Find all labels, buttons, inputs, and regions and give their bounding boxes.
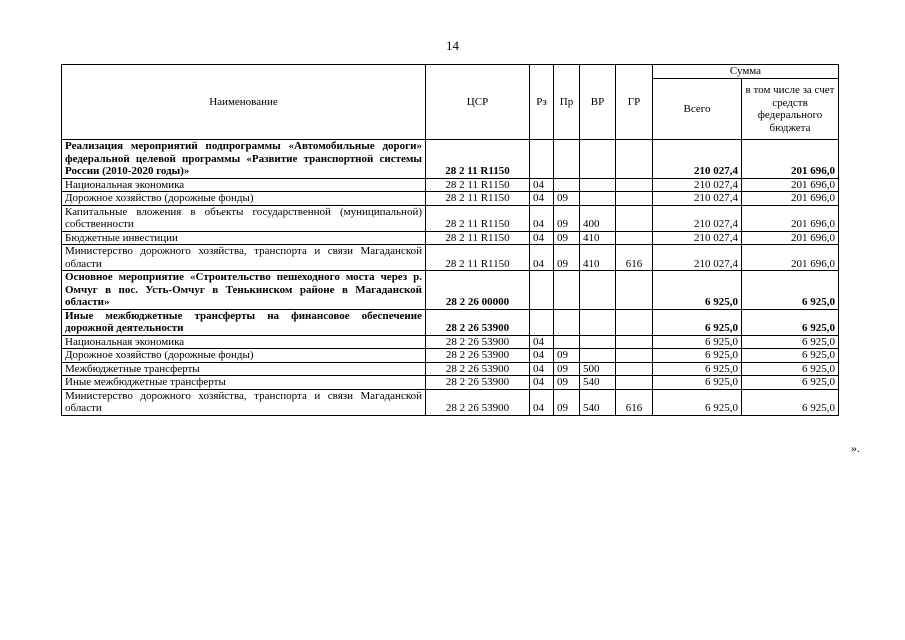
header-csr: ЦСР bbox=[426, 65, 530, 140]
csr-cell: 28 2 11 R1150 bbox=[426, 178, 530, 192]
table-row bbox=[62, 309, 839, 335]
header-sum: Сумма bbox=[653, 65, 839, 79]
vr-cell: 500 bbox=[580, 362, 616, 376]
pr-cell bbox=[554, 335, 580, 349]
name-cell: Национальная экономика bbox=[62, 335, 426, 349]
table-row bbox=[62, 231, 839, 245]
federal-cell: 6 925,0 bbox=[742, 349, 839, 363]
csr-cell: 28 2 26 00000 bbox=[426, 271, 530, 310]
table-row bbox=[62, 205, 839, 231]
pr-cell: 09 bbox=[554, 192, 580, 206]
table-row bbox=[62, 335, 839, 349]
table-row bbox=[62, 245, 839, 271]
vr-cell: 540 bbox=[580, 389, 616, 415]
table-row bbox=[62, 389, 839, 415]
federal-cell: 6 925,0 bbox=[742, 362, 839, 376]
gr-cell bbox=[616, 349, 653, 363]
name-cell: Основное мероприятие «Строительство пешеходного моста через р. Омчуг в пос. Усть-Омчуг в Тенькинском районе в Магаданской области» bbox=[62, 271, 426, 310]
total-cell: 6 925,0 bbox=[653, 309, 742, 335]
header-name: Наименование bbox=[62, 65, 426, 140]
header-gr: ГР bbox=[616, 65, 653, 140]
pr-cell bbox=[554, 140, 580, 179]
closing-mark: ». bbox=[851, 441, 860, 455]
csr-cell: 28 2 11 R1150 bbox=[426, 245, 530, 271]
federal-cell: 201 696,0 bbox=[742, 140, 839, 179]
total-cell: 6 925,0 bbox=[653, 376, 742, 390]
header-pr: Пр bbox=[554, 65, 580, 140]
name-cell: Дорожное хозяйство (дорожные фонды) bbox=[62, 192, 426, 206]
gr-cell bbox=[616, 309, 653, 335]
federal-cell: 201 696,0 bbox=[742, 178, 839, 192]
federal-cell: 201 696,0 bbox=[742, 205, 839, 231]
table-row bbox=[62, 349, 839, 363]
rz-cell: 04 bbox=[530, 231, 554, 245]
name-cell: Межбюджетные трансферты bbox=[62, 362, 426, 376]
name-cell: Иные межбюджетные трансферты bbox=[62, 376, 426, 390]
total-cell: 210 027,4 bbox=[653, 140, 742, 179]
vr-cell bbox=[580, 335, 616, 349]
gr-cell bbox=[616, 335, 653, 349]
vr-cell bbox=[580, 349, 616, 363]
federal-cell: 201 696,0 bbox=[742, 231, 839, 245]
federal-cell: 6 925,0 bbox=[742, 271, 839, 310]
gr-cell bbox=[616, 362, 653, 376]
csr-cell: 28 2 26 53900 bbox=[426, 349, 530, 363]
csr-cell: 28 2 11 R1150 bbox=[426, 192, 530, 206]
table-row bbox=[62, 271, 839, 310]
vr-cell: 410 bbox=[580, 245, 616, 271]
name-cell: Иные межбюджетные трансферты на финансовое обеспечение дорожной деятельности bbox=[62, 309, 426, 335]
pr-cell: 09 bbox=[554, 362, 580, 376]
total-cell: 210 027,4 bbox=[653, 192, 742, 206]
csr-cell: 28 2 26 53900 bbox=[426, 389, 530, 415]
total-cell: 210 027,4 bbox=[653, 178, 742, 192]
federal-cell: 6 925,0 bbox=[742, 309, 839, 335]
federal-cell: 6 925,0 bbox=[742, 389, 839, 415]
table-row bbox=[62, 362, 839, 376]
vr-cell bbox=[580, 140, 616, 179]
table-body bbox=[62, 140, 839, 416]
pr-cell bbox=[554, 309, 580, 335]
rz-cell bbox=[530, 309, 554, 335]
federal-cell: 201 696,0 bbox=[742, 192, 839, 206]
name-cell: Министерство дорожного хозяйства, транспорта и связи Магаданской области bbox=[62, 245, 426, 271]
total-cell: 210 027,4 bbox=[653, 231, 742, 245]
gr-cell bbox=[616, 376, 653, 390]
table-row bbox=[62, 376, 839, 390]
header-federal: в том числе за счет средств федерального бюджета bbox=[742, 79, 839, 140]
rz-cell: 04 bbox=[530, 192, 554, 206]
total-cell: 210 027,4 bbox=[653, 205, 742, 231]
page-number: 14 bbox=[446, 38, 459, 53]
header-vr: ВР bbox=[580, 65, 616, 140]
header-total: Всего bbox=[653, 79, 742, 140]
vr-cell bbox=[580, 178, 616, 192]
csr-cell: 28 2 11 R1150 bbox=[426, 140, 530, 179]
rz-cell: 04 bbox=[530, 349, 554, 363]
rz-cell: 04 bbox=[530, 376, 554, 390]
federal-cell: 6 925,0 bbox=[742, 335, 839, 349]
pr-cell: 09 bbox=[554, 389, 580, 415]
rz-cell: 04 bbox=[530, 362, 554, 376]
rz-cell: 04 bbox=[530, 205, 554, 231]
rz-cell: 04 bbox=[530, 335, 554, 349]
name-cell: Дорожное хозяйство (дорожные фонды) bbox=[62, 349, 426, 363]
vr-cell: 540 bbox=[580, 376, 616, 390]
name-cell: Реализация мероприятий подпрограммы «Автомобильные дороги» федеральной целевой программы «Развитие транспортной системы России (2010-2020 годы)» bbox=[62, 140, 426, 179]
rz-cell: 04 bbox=[530, 178, 554, 192]
csr-cell: 28 2 26 53900 bbox=[426, 376, 530, 390]
rz-cell: 04 bbox=[530, 389, 554, 415]
gr-cell bbox=[616, 271, 653, 310]
table-row bbox=[62, 192, 839, 206]
vr-cell bbox=[580, 309, 616, 335]
pr-cell bbox=[554, 271, 580, 310]
csr-cell: 28 2 26 53900 bbox=[426, 362, 530, 376]
federal-cell: 201 696,0 bbox=[742, 245, 839, 271]
pr-cell: 09 bbox=[554, 205, 580, 231]
rz-cell bbox=[530, 271, 554, 310]
total-cell: 6 925,0 bbox=[653, 271, 742, 310]
rz-cell: 04 bbox=[530, 245, 554, 271]
total-cell: 6 925,0 bbox=[653, 349, 742, 363]
pr-cell bbox=[554, 178, 580, 192]
total-cell: 6 925,0 bbox=[653, 362, 742, 376]
pr-cell: 09 bbox=[554, 231, 580, 245]
gr-cell bbox=[616, 205, 653, 231]
vr-cell bbox=[580, 192, 616, 206]
vr-cell: 410 bbox=[580, 231, 616, 245]
gr-cell: 616 bbox=[616, 245, 653, 271]
pr-cell: 09 bbox=[554, 376, 580, 390]
vr-cell: 400 bbox=[580, 205, 616, 231]
gr-cell bbox=[616, 231, 653, 245]
csr-cell: 28 2 26 53900 bbox=[426, 335, 530, 349]
total-cell: 210 027,4 bbox=[653, 245, 742, 271]
table-row bbox=[62, 140, 839, 179]
total-cell: 6 925,0 bbox=[653, 335, 742, 349]
vr-cell bbox=[580, 271, 616, 310]
total-cell: 6 925,0 bbox=[653, 389, 742, 415]
pr-cell: 09 bbox=[554, 349, 580, 363]
rz-cell bbox=[530, 140, 554, 179]
gr-cell bbox=[616, 178, 653, 192]
gr-cell bbox=[616, 140, 653, 179]
name-cell: Капитальные вложения в объекты государственной (муниципальной) собственности bbox=[62, 205, 426, 231]
csr-cell: 28 2 26 53900 bbox=[426, 309, 530, 335]
csr-cell: 28 2 11 R1150 bbox=[426, 205, 530, 231]
csr-cell: 28 2 11 R1150 bbox=[426, 231, 530, 245]
budget-table bbox=[61, 64, 839, 416]
gr-cell bbox=[616, 192, 653, 206]
table-row bbox=[62, 178, 839, 192]
gr-cell: 616 bbox=[616, 389, 653, 415]
header-rz: Рз bbox=[530, 65, 554, 140]
federal-cell: 6 925,0 bbox=[742, 376, 839, 390]
name-cell: Министерство дорожного хозяйства, транспорта и связи Магаданской области bbox=[62, 389, 426, 415]
name-cell: Национальная экономика bbox=[62, 178, 426, 192]
pr-cell: 09 bbox=[554, 245, 580, 271]
name-cell: Бюджетные инвестиции bbox=[62, 231, 426, 245]
